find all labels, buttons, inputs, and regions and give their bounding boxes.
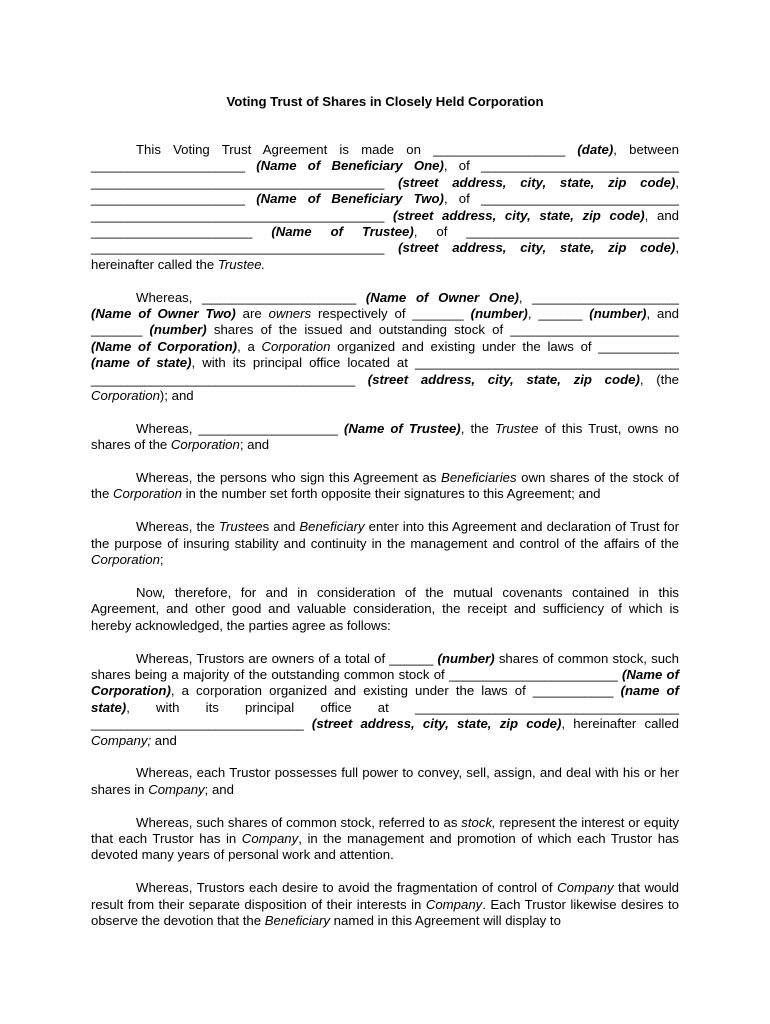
text-run: , the xyxy=(460,420,495,436)
text-run: , a xyxy=(237,338,262,354)
text-run: , ____________________ xyxy=(518,289,679,305)
text-run: Now, therefore, for and in consideration of the mutual covenants contained in this Agreement, and other good and valuable consideration, the receipt and sufficiency of which is hereby acknowledged, the parties agree as follows: xyxy=(91,584,679,633)
text-run: , of ___________________________ ________________________________________ xyxy=(91,158,680,190)
paragraph xyxy=(91,815,679,864)
text-run: Company xyxy=(148,781,205,797)
text-run: Company; xyxy=(91,732,152,748)
text-run: Company xyxy=(241,830,299,846)
text-run: Corporation xyxy=(91,552,160,568)
text-run: Whereas, _____________________ xyxy=(136,289,366,305)
fill-in-label: (street address, city, state, zip code) xyxy=(398,174,676,190)
text-run: stock, xyxy=(461,814,496,830)
text-run: ; and xyxy=(239,437,270,453)
fill-in-label: (street address, city, state, zip code) xyxy=(311,716,562,732)
text-run: represent the interest or equity that each Trustor has in xyxy=(91,814,679,846)
document-body xyxy=(91,142,679,946)
fill-in-label: (number) xyxy=(470,306,528,322)
text-run: . Each Trustor likewise desires to observe the devotion that the xyxy=(91,896,680,928)
text-run: Whereas, Trustors each desire to avoid the fragmentation of control of xyxy=(136,880,558,896)
text-run: Whereas, Trustors are owners of a total of ______ xyxy=(136,650,438,666)
paragraph xyxy=(91,585,679,634)
fill-in-label: (Name of Beneficiary One) xyxy=(256,158,444,174)
text-run: Company xyxy=(425,896,483,912)
text-run: ; xyxy=(159,552,164,568)
fill-in-label: (number) xyxy=(149,322,207,338)
fill-in-label: (Name of Corporation) xyxy=(91,338,238,354)
fill-in-label: (Name of Corporation) xyxy=(91,666,680,699)
text-run: shares of common stock, such shares being a majority of the outstanding common stock of _______________________ xyxy=(91,650,679,682)
fill-in-label: (Name of Beneficiary Two) xyxy=(256,191,444,207)
text-run: Corporation xyxy=(91,388,160,404)
text-run: are xyxy=(235,306,269,322)
text-run: , ______ xyxy=(527,306,590,322)
paragraph xyxy=(91,519,679,568)
text-run: , of ___________________________ ________________________________________ xyxy=(91,191,680,223)
text-run: shares of the issued and outstanding stock of _______________________ xyxy=(206,322,679,338)
text-run: Corporation xyxy=(113,486,182,502)
text-run: , and _______ xyxy=(91,306,680,338)
text-run: Company xyxy=(557,880,614,896)
text-run: Trustee. xyxy=(217,256,266,272)
text-run: , in the management and promotion of which each Trustor has devoted many years of personal work and attention. xyxy=(91,830,679,863)
fill-in-label: (street address, city, state, zip code) xyxy=(393,207,645,223)
text-run: Whereas, such shares of common stock, referred to as xyxy=(136,814,462,830)
paragraph xyxy=(91,651,679,749)
text-run: , and ______________________ xyxy=(91,207,679,240)
paragraph xyxy=(91,765,679,798)
text-run: ); and xyxy=(159,388,194,404)
paragraph xyxy=(91,142,679,273)
text-run: Trustee xyxy=(218,519,263,535)
text-run: , a corporation organized and existing under the laws of ___________ xyxy=(170,683,621,699)
fill-in-label: (Name of Owner One) xyxy=(365,289,519,305)
text-run: ; and xyxy=(204,781,234,797)
paragraph xyxy=(91,880,679,929)
text-run: that would result from their separate disposition of their interests in xyxy=(91,880,679,912)
text-run: organized and existing under the laws of ___________ xyxy=(330,338,679,354)
text-run: Trustee xyxy=(494,420,539,436)
fill-in-label: (street address, city, state, zip code) xyxy=(398,240,676,256)
text-run: s and xyxy=(262,519,300,535)
fill-in-label: (date) xyxy=(577,142,614,157)
paragraph xyxy=(91,470,679,503)
text-run: owners xyxy=(268,306,312,322)
text-run: named in this Agreement will display to xyxy=(330,912,561,928)
text-run: Corporation xyxy=(261,338,331,354)
text-run: This Voting Trust Agreement is made on __________________ xyxy=(136,142,578,157)
fill-in-label: (Name of Trustee) xyxy=(343,420,461,436)
text-run: in the number set forth opposite their signatures to this Agreement; and xyxy=(181,486,601,502)
text-run: , with its principal office located at ____________________________________ ____________________________________ xyxy=(91,355,679,387)
fill-in-label: (number) xyxy=(437,650,495,666)
text-run: , (the xyxy=(639,371,679,387)
text-run: Whereas, each Trustor possesses full power to convey, sell, assign, and deal with his or her shares in xyxy=(91,765,679,797)
fill-in-label: (street address, city, state, zip code) xyxy=(367,371,640,387)
text-run: Beneficiary xyxy=(264,912,331,928)
text-run: Beneficiary xyxy=(299,519,365,535)
text-run: Whereas, ___________________ xyxy=(136,420,344,436)
fill-in-label: (Name of Trustee) xyxy=(271,224,414,240)
document-title: Voting Trust of Shares in Closely Held Corporation xyxy=(226,94,544,109)
paragraph xyxy=(91,421,679,454)
text-run: , with its principal office at ____________________________________ _____________________________ xyxy=(91,699,679,732)
paragraph xyxy=(91,290,679,405)
fill-in-label: (number) xyxy=(589,306,647,322)
text-run: Beneficiaries xyxy=(441,470,517,486)
fill-in-label: (name of state) xyxy=(91,355,192,371)
text-run: of this Trust, owns no shares of the xyxy=(91,420,679,453)
fill-in-label: (name of state) xyxy=(91,683,679,715)
text-run: enter into this Agreement and declaration of Trust for the purpose of insuring stability and continuity in the management and control of the affairs of the xyxy=(91,519,679,551)
text-run: own shares of the stock of the xyxy=(91,470,679,502)
text-run: , hereinafter called the xyxy=(91,240,679,272)
text-run: respectively of _______ xyxy=(311,306,471,322)
text-run: Whereas, the persons who sign this Agreement as xyxy=(136,470,442,486)
text-run: , between _____________________ xyxy=(91,142,679,174)
text-run: , _____________________ xyxy=(91,174,679,207)
fill-in-label: (Name of Owner Two) xyxy=(91,306,236,322)
text-run: Corporation xyxy=(170,437,240,453)
text-run: , of _____________________________ ________________________________________ xyxy=(91,224,679,256)
text-run: , hereinafter called xyxy=(561,716,679,732)
text-run: and xyxy=(151,732,177,748)
text-run: Whereas, the xyxy=(136,519,219,535)
